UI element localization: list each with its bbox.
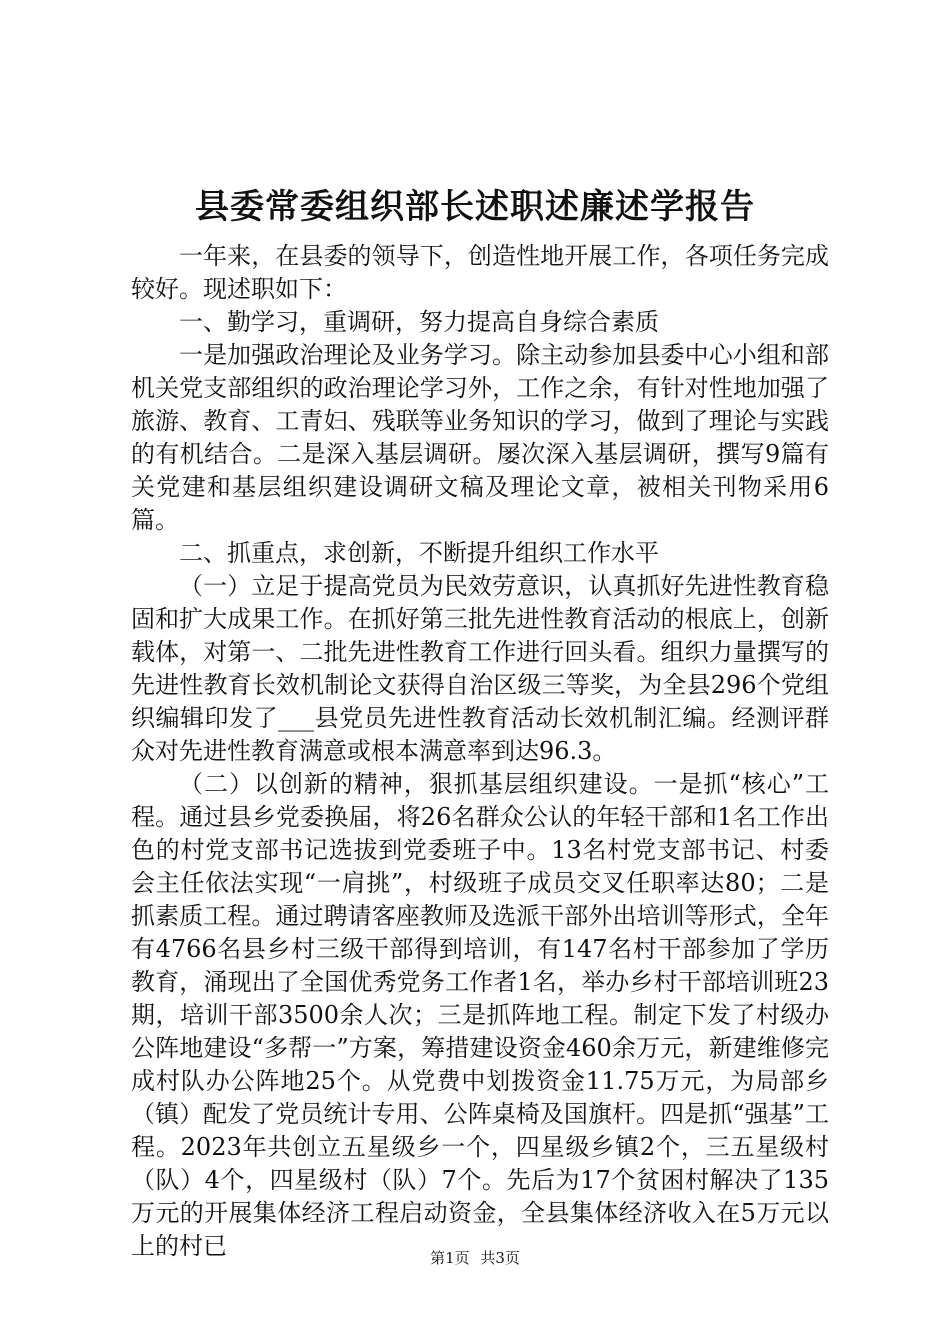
document-body xyxy=(131,240,829,1263)
section-heading-2: 二、抓重点，求创新，不断提升组织工作水平 xyxy=(179,539,659,567)
paragraph-study: 一是加强政治理论及业务学习。除主动参加县委中心小组和部机关党支部组织的政治理论学习外，工作之余，有针对性地加强了旅游、教育、工青妇、残联等业务知识的学习，做到了理论与实践的有机结合。二是深入基层调研。屡次深入基层调研，撰写9篇有关党建和基层组织建设调研文稿及理论文章，被相关刊物采用6篇。 xyxy=(131,341,829,534)
page-footer xyxy=(0,1248,950,1268)
paragraph-education: （一）立足于提高党员为民效劳意识，认真抓好先进性教育稳固和扩大成果工作。在抓好第三批先进性教育活动的根底上，创新载体，对第一、二批先进性教育工作进行回头看。组织力量撰写的先进性教育长效机制论文获得自治区级三等奖，为全县296个党组织编辑印发了___县党员先进性教育活动长效机制汇编。经测评群众对先进性教育满意或根本满意率到达96.3。 xyxy=(131,572,829,765)
paragraph-intro: 一年来，在县委的领导下，创造性地开展工作，各项任务完成较好。现述职如下： xyxy=(131,242,829,303)
section-heading-1: 一、勤学习，重调研，努力提高自身综合素质 xyxy=(179,308,659,336)
paragraph-organization: （二）以创新的精神，狠抓基层组织建设。一是抓“核心”工程。通过县乡党委换届，将26名群众公认的年轻干部和1名工作出色的村党支部书记选拔到党委班子中。13名村党支部书记、村委会主任依法实现“一肩挑”，村级班子成员交叉任职率达80；二是抓素质工程。通过聘请客座教师及选派干部外出培训等形式，全年有4766名县乡村三级干部得到培训，有147名村干部参加了学历教育，涌现出了全国优秀党务工作者1名，举办乡村干部培训班23期，培训干部3500余人次；三是抓阵地工程。制定下发了村级办公阵地建设“多帮一”方案，筹措建设资金460余万元，新建维修完成村队办公阵地25个。从党费中划拨资金11.75万元，为局部乡（镇）配发了党员统计专用、公阵桌椅及国旗杆。四是抓“强基”工程。2023年共创立五星级乡一个，四星级乡镇2个，三五星级村（队）4个，四星级村（队）7个。先后为17个贫困村解决了135万元的开展集体经济工程启动资金，全县集体经济收入在5万元以上的村已 xyxy=(131,770,829,1260)
page-number: 第1页 xyxy=(430,1249,470,1267)
document-title: 县委常委组织部长述职述廉述学报告 xyxy=(195,187,755,227)
page-total: 共3页 xyxy=(480,1249,520,1267)
